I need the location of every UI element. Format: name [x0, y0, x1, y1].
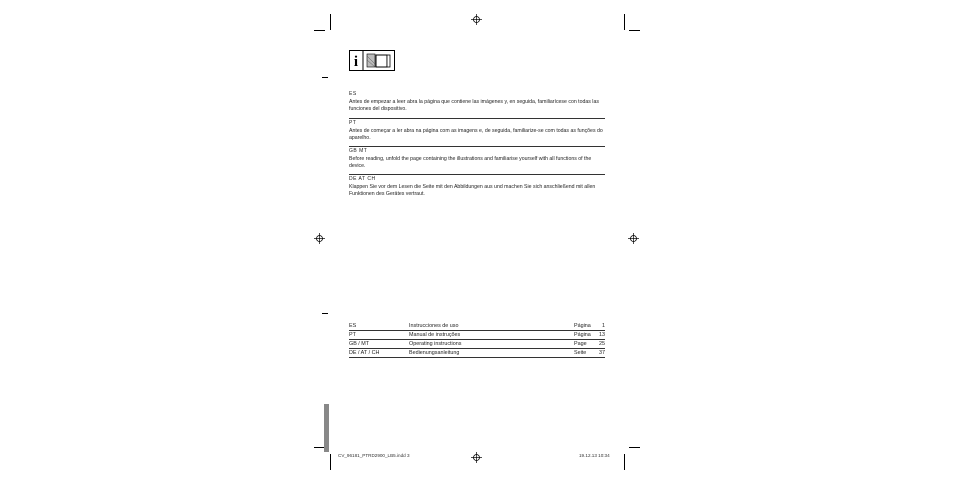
divider — [349, 118, 605, 119]
toc-title: Operating instructions — [409, 341, 462, 347]
toc-title: Manual de instruções — [409, 332, 461, 338]
crop-mark — [629, 30, 640, 31]
toc-page: 1 — [602, 323, 605, 329]
info-book-icon — [349, 50, 395, 71]
toc-label: Seite — [574, 350, 587, 356]
toc-code: DE / AT / CH — [349, 350, 380, 356]
language-flag: DE AT CH — [349, 176, 376, 182]
fold-tick — [322, 77, 328, 78]
language-text: Antes de começar a ler abra na página com as imagens e, de seguida, familiarize-se com todas as funções do aparelho. — [349, 128, 603, 142]
language-text: Klappen Sie vor dem Lesen die Seite mit den Abbildungen aus und machen Sie sich anschließend mit allen Funktionen des Gerätes vertraut. — [349, 184, 596, 198]
toc-code: PT — [349, 332, 356, 338]
toc-page: 25 — [599, 341, 605, 347]
table-of-contents — [349, 322, 605, 358]
language-flag: ES — [349, 91, 357, 97]
registration-mark-icon — [471, 14, 482, 25]
language-block-pt — [349, 120, 605, 143]
toc-row — [349, 349, 605, 358]
toc-label: Página — [574, 323, 591, 329]
side-color-bar — [324, 404, 329, 452]
divider — [349, 146, 605, 147]
registration-mark-icon — [314, 233, 325, 244]
toc-row — [349, 340, 605, 349]
crop-mark — [629, 447, 640, 448]
language-text: Before reading, unfold the page containing the illustrations and familiarise yourself with all functions of the device. — [349, 156, 592, 170]
language-block-gb — [349, 148, 605, 171]
language-text: Antes de empezar a leer abra la página que contiene las imágenes y, en seguida, familiarícese con todas las funciones del dispositivo. — [349, 99, 599, 113]
footer-timestamp: 19.12.13 10:34 — [579, 453, 610, 458]
crop-mark — [314, 30, 325, 31]
language-block-es — [349, 91, 605, 114]
divider — [349, 174, 605, 175]
crop-mark — [330, 454, 331, 470]
toc-code: GB / MT — [349, 341, 370, 347]
registration-mark-icon — [471, 452, 482, 463]
crop-mark — [624, 14, 625, 30]
svg-text:i: i — [353, 54, 359, 70]
toc-row — [349, 331, 605, 340]
toc-label: Página — [574, 332, 591, 338]
toc-title: Instrucciones de uso — [409, 323, 459, 329]
toc-title: Bedienungsanleitung — [409, 350, 460, 356]
language-block-de — [349, 176, 605, 199]
toc-code: ES — [349, 323, 357, 329]
toc-page: 37 — [599, 350, 605, 356]
crop-mark — [624, 454, 625, 470]
crop-mark — [330, 14, 331, 30]
toc-page: 13 — [599, 332, 605, 338]
language-flag: GB MT — [349, 148, 368, 154]
footer-filename: CV_96181_PTRD2900_LB5.indd 3 — [338, 453, 410, 458]
toc-label: Page — [574, 341, 587, 347]
registration-mark-icon — [628, 233, 639, 244]
language-flag: PT — [349, 120, 357, 126]
toc-row — [349, 322, 605, 331]
fold-tick — [322, 313, 328, 314]
